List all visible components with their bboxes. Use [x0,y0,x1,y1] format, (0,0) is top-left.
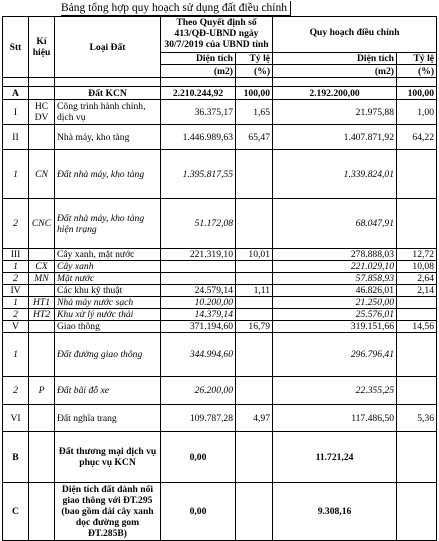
row-ty-le-1 [236,199,273,249]
row-stt: 1 [3,261,29,273]
row-ty-le-2: 100,00 [397,87,437,100]
row-ty-le-2 [397,309,437,321]
row-ty-le-1: 16,79 [236,321,273,333]
row-ty-le-1 [236,377,273,405]
row-dien-tich-2: 296.796,41 [273,333,397,377]
row-ty-le-2: 5,36 [397,405,437,432]
table-row [3,309,437,321]
row-stt: 2 [3,273,29,285]
row-dien-tich-2: 2.192.200,00 [273,87,397,100]
row-dien-tich-1: 0,00 [161,432,236,483]
row-loai-dat: Cây xanh [55,261,161,273]
row-ty-le-2: 2,64 [397,273,437,285]
row-ty-le-2: 12,72 [397,249,437,261]
row-dien-tich-1: 26.200,00 [161,377,236,405]
row-ky-hieu [29,249,55,261]
row-loai-dat: Mặt nước [55,273,161,285]
table-row [3,297,437,309]
row-dien-tich-2: 46.826,01 [273,285,397,297]
row-dien-tich-1: 344.994,60 [161,333,236,377]
row-dien-tich-2: 21.250,00 [273,297,397,309]
row-ty-le-2 [397,297,437,309]
row-ty-le-1 [236,261,273,273]
row-stt: 2 [3,199,29,249]
row-loai-dat: Cây xanh, mặt nước [55,249,161,261]
header-row-1 [3,17,437,53]
row-stt: C [3,483,29,541]
table-row [3,405,437,432]
row-loai-dat: Diện tích đất dành nối giao thông với ĐT.295 (bao gồm dải cây xanh dọc đường gom ĐT.285B) [55,483,161,541]
table-row [3,432,437,483]
table-row [3,333,437,377]
row-loai-dat: Đất nghĩa trang [55,405,161,432]
header-ty-le-2: Tỷ lệ [397,53,437,65]
row-ky-hieu: CNC [29,199,55,249]
row-dien-tich-1: 109.787,28 [161,405,236,432]
row-ty-le-2: 1,00 [397,100,437,125]
row-ky-hieu [29,405,55,432]
row-dien-tich-2: 117.486,50 [273,405,397,432]
row-dien-tich-2: 68.047,91 [273,199,397,249]
row-ty-le-2 [397,333,437,377]
row-dien-tich-1: 1.395.817,55 [161,150,236,199]
row-ky-hieu [29,483,55,541]
header-group-decision: Theo Quyết định số 413/QĐ-UBND ngày 30/7/2019 của UBND tỉnh [161,17,273,53]
table-row [3,100,437,125]
row-dien-tich-1: 51.172,08 [161,199,236,249]
header-unit-m2-2: (m2) [273,65,397,78]
row-ty-le-1 [236,150,273,199]
header-ty-le-1: Tỷ lệ [236,53,273,65]
table-row [3,249,437,261]
row-loai-dat: Đất bãi đỗ xe [55,377,161,405]
land-use-table [2,16,437,541]
row-dien-tich-1: 221.319,10 [161,249,236,261]
row-stt: 2 [3,309,29,321]
row-ty-le-1 [236,273,273,285]
row-dien-tich-2: 278.888,03 [273,249,397,261]
header-ky-hieu: Kí hiệu [29,17,55,78]
header-unit-pct-2: (%) [397,65,437,78]
row-dien-tich-2: 1.339.824,01 [273,150,397,199]
row-stt: A [3,87,29,100]
row-ty-le-2: 2,14 [397,285,437,297]
row-loai-dat: Giao thông [55,321,161,333]
table-row [3,321,437,333]
row-ty-le-1 [236,432,273,483]
row-ky-hieu: CX [29,261,55,273]
row-ty-le-1: 10,01 [236,249,273,261]
row-ty-le-1: 1,11 [236,285,273,297]
row-stt: II [3,125,29,150]
header-unit-m2-1: (m2) [161,65,236,78]
table-row [3,199,437,249]
row-dien-tich-1: 0,00 [161,483,236,541]
row-ky-hieu [29,285,55,297]
row-ky-hieu [29,87,55,100]
row-loai-dat: Các khu kỹ thuật [55,285,161,297]
row-dien-tich-2: 1.407.871,92 [273,125,397,150]
row-stt: 1 [3,333,29,377]
row-ky-hieu [29,125,55,150]
row-stt: VI [3,405,29,432]
row-ky-hieu [29,432,55,483]
row-loai-dat: Đất nhà máy, kho tàng [55,150,161,199]
row-ky-hieu [29,321,55,333]
row-ty-le-2: 64,22 [397,125,437,150]
header-dien-tich-2: Diện tích [273,53,397,65]
table-row [3,261,437,273]
row-dien-tich-1: 1.446.989,63 [161,125,236,150]
row-loai-dat: Đất nhà máy, kho tàng hiện trạng [55,199,161,249]
row-ty-le-2 [397,432,437,483]
row-dien-tich-2: 25.576,01 [273,309,397,321]
row-ty-le-2: 14,56 [397,321,437,333]
row-ty-le-1 [236,483,273,541]
table-row [3,483,437,541]
row-ky-hieu: P [29,377,55,405]
header-group-adjusted: Quy hoạch điều chỉnh [273,17,437,53]
row-dien-tich-1: 10.200,00 [161,297,236,309]
row-dien-tich-1 [161,273,236,285]
row-ky-hieu: CN [29,150,55,199]
row-ty-le-1 [236,309,273,321]
row-loai-dat: Nhà máy nước sạch [55,297,161,309]
row-stt: IV [3,285,29,297]
row-dien-tich-2: 22.355,25 [273,377,397,405]
header-loai-dat: Loại Đất [55,17,161,78]
row-dien-tich-2: 221.029,10 [273,261,397,273]
row-dien-tich-1: 24.579,14 [161,285,236,297]
row-loai-dat: Công trình hành chính, dịch vụ [55,100,161,125]
row-ty-le-1: 100,00 [236,87,273,100]
row-dien-tich-1 [161,261,236,273]
row-ty-le-1 [236,333,273,377]
row-dien-tich-1: 14.379,14 [161,309,236,321]
row-ky-hieu: HT2 [29,309,55,321]
row-ty-le-2 [397,377,437,405]
row-ky-hieu: HC DV [29,100,55,125]
row-ty-le-1: 4,97 [236,405,273,432]
row-loai-dat: Nhà máy, kho tàng [55,125,161,150]
row-stt: I [3,100,29,125]
row-loai-dat: Đất KCN [55,87,161,100]
row-loai-dat: Đất thương mại dịch vụ phục vụ KCN [55,432,161,483]
row-ky-hieu: HT1 [29,297,55,309]
row-dien-tich-2: 319.151,66 [273,321,397,333]
row-dien-tich-2: 57.858,93 [273,273,397,285]
row-ty-le-2 [397,199,437,249]
header-dien-tich-1: Diện tích [161,53,236,65]
row-ky-hieu: MN [29,273,55,285]
row-loai-dat: Khu xử lý nước thải [55,309,161,321]
table-row [3,273,437,285]
table-row [3,150,437,199]
page-title: Bảng tổng hợp quy hoạch sử dụng đất điều chỉnh [61,1,291,16]
header-unit-pct-1: (%) [236,65,273,78]
header-stt: Stt [3,17,29,78]
row-stt: 1 [3,150,29,199]
row-loai-dat: Đất đường giao thông [55,333,161,377]
table-row [3,285,437,297]
table-row [3,125,437,150]
table-row [3,87,437,100]
row-stt: III [3,249,29,261]
row-ty-le-2 [397,150,437,199]
row-dien-tich-2: 9.308,16 [273,483,397,541]
table-row [3,377,437,405]
row-dien-tich-2: 11.721,24 [273,432,397,483]
row-stt: B [3,432,29,483]
row-stt: 2 [3,377,29,405]
row-stt: 1 [3,297,29,309]
row-dien-tich-1: 36.375,17 [161,100,236,125]
row-dien-tich-1: 371.194,60 [161,321,236,333]
row-ty-le-2 [397,483,437,541]
row-ty-le-2: 10,08 [397,261,437,273]
row-ty-le-1: 1,65 [236,100,273,125]
row-ky-hieu [29,333,55,377]
row-ty-le-1: 65,47 [236,125,273,150]
row-dien-tich-1: 2.210.244,92 [161,87,236,100]
row-stt: V [3,321,29,333]
row-ty-le-1 [236,297,273,309]
row-dien-tich-2: 21.975,88 [273,100,397,125]
